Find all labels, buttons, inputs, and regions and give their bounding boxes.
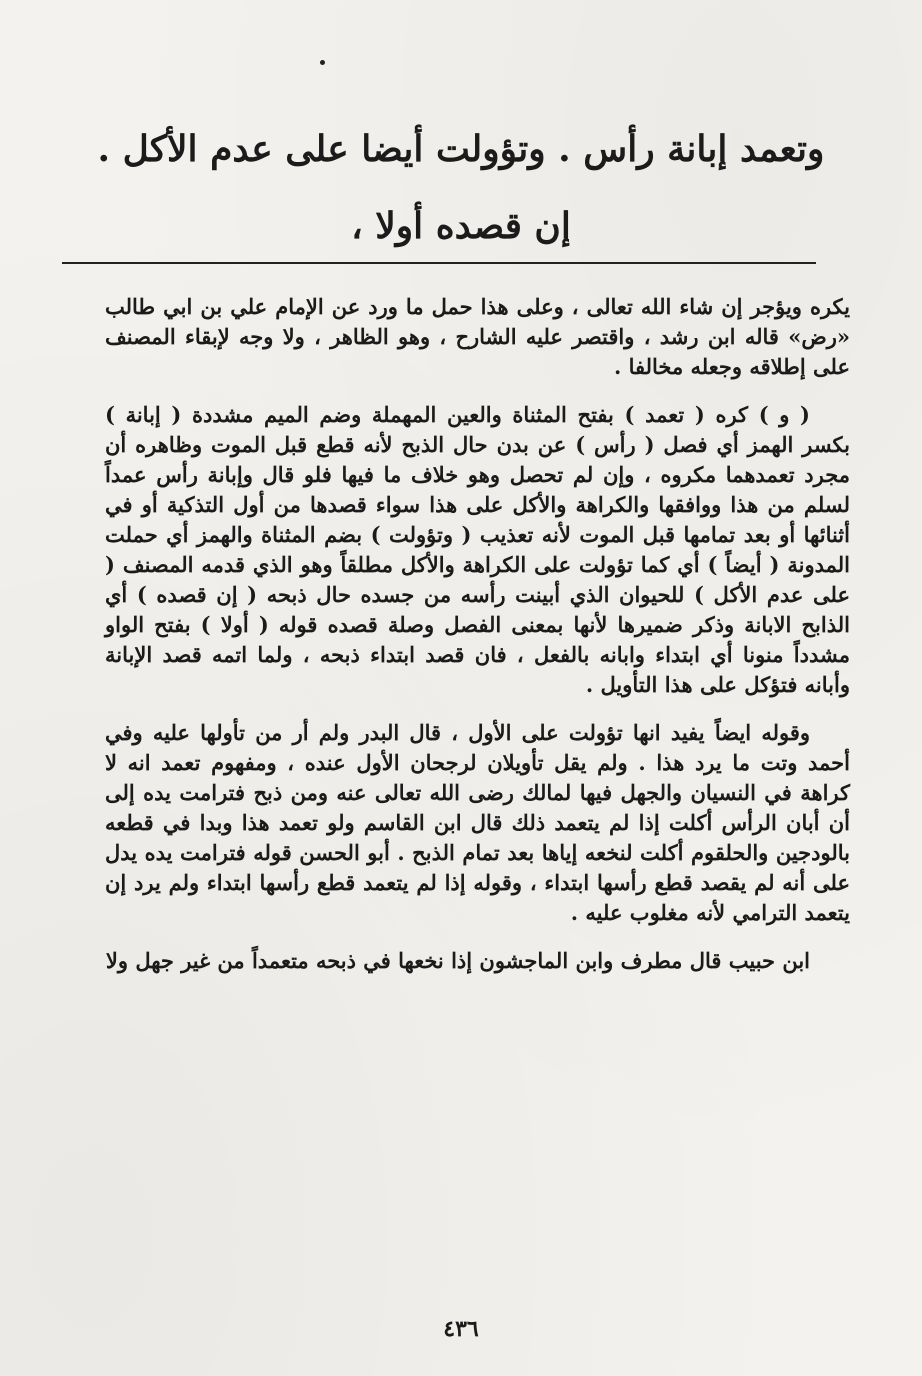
paragraph-4: ابن حبيب قال مطرف وابن الماجشون إذا نخعها في ذبحه متعمداً من غير جهل ولا — [105, 948, 810, 973]
paragraph-3: وقوله ايضاً يفيد انها تؤولت على الأول ، قال البدر ولم أر من تأولها عليه وفي أحمد وتت ما يرد هذا . ولم يقل تأويلان لرجحان الأول عنده ، ومفهوم تعمد انه لا كراهة في النسيان والجهل فيها لمالك رضى الله تعالى عنه ومن ذبح فترامت يده إلى أن أبان الرأس أكلت إذا لم يتعمد ذلك قال ابن القاسم ولو تعمد هذا وبدا في قطعه بالودجين والحلقوم أكلت لنخعه إياها بعد تمام الذبح . أبو الحسن قوله فترامت يده يدل على أنه لم يقصد قطع رأسها ابتداء ، وقوله إذا لم يتعمد قطع رأسها ابتداء ولم يرد إن يتعمد الترامي لأنه مغلوب عليه . — [105, 720, 850, 925]
matn-line-1: وتعمد إبانة رأس . وتؤولت أيضا على عدم الأكل . — [97, 128, 825, 170]
ink-dot — [320, 60, 325, 65]
paragraph-2: ( و ) كره ( تعمد ) بفتح المثناة والعين المهملة وضم الميم مشددة ( إبانة ) بكسر الهمز أي فصل ( رأس ) عن بدن حال الذبح لأنه قطع قبل الموت وظاهره أن مجرد تعمدهما مكروه ، وإن لم تحصل وهو خلاف ما فيها فلو قال وإبانة رأس عمداً لسلم من هذا ووافقها والكراهة والأكل على هذا سواء قصدها من أول التذكية أو في أثنائها أو بعد تمامها قبل الموت لأنه تعذيب ( وتؤولت ) بضم المثناة والهمز أي حملت المدونة ( أيضاً ) أي كما تؤولت على الكراهة والأكل مطلقاً وهو الذي قدمه المصنف ( على عدم الأكل ) للحيوان الذي أبينت رأسه من جسده حال ذبحه ( إن قصده ) أي الذابح الابانة وذكر ضميرها لأنها بمعنى الفصل وصلة قصده قوله ( أولا ) بفتح الواو مشدداً منونا أي ابتداء وابانه بالفعل ، فان قصد ابتداء ذبحه ، ولما اتمه قصد الإبانة وأبانه فتؤكل على هذا التأويل . — [105, 402, 850, 697]
page-number: ٤٣٦ — [443, 1316, 479, 1342]
paragraph-1: يكره ويؤجر إن شاء الله تعالى ، وعلى هذا حمل ما ورد عن الإمام علي بن ابي طالب «رض» قاله ابن رشد ، واقتصر عليه الشارح ، وهو الظاهر ، ولا وجه لإبقاء المصنف على إطلاقه وجعله مخالفا . — [105, 294, 850, 379]
divider-rule — [62, 262, 816, 264]
matn-line-2: إن قصده أولا ، — [351, 205, 571, 247]
commentary-body — [105, 292, 850, 994]
